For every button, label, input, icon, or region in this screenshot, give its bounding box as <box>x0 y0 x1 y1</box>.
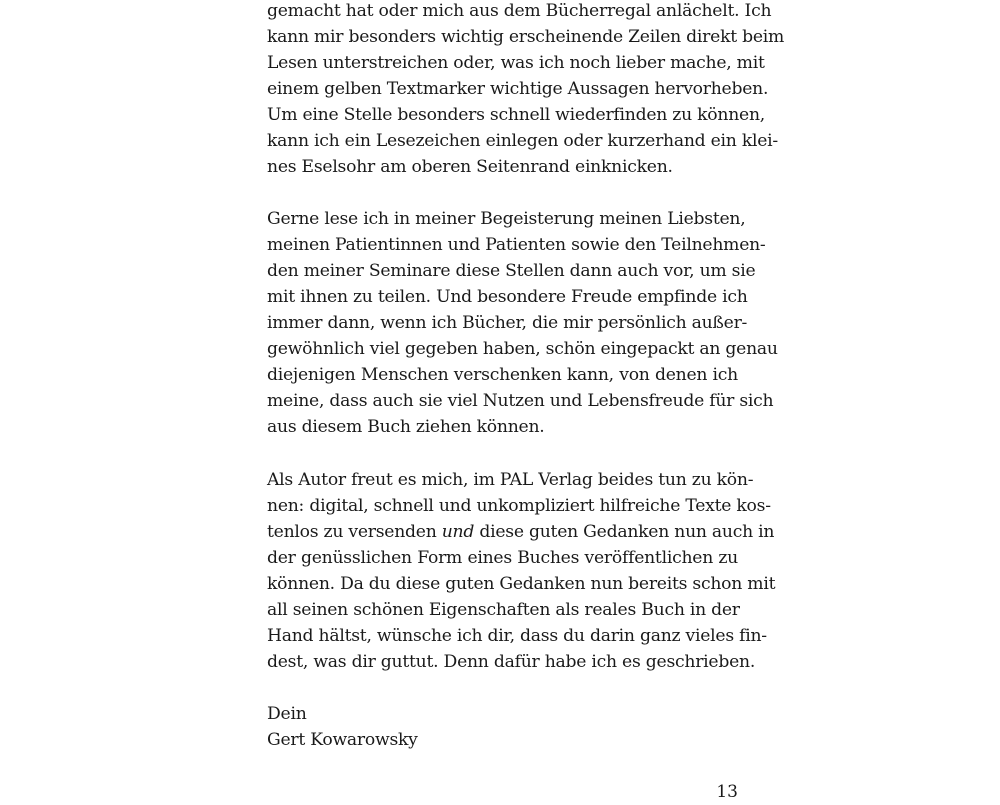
text-line: meine, dass auch sie viel Nutzen und Lebensfreude für sich <box>267 391 774 411</box>
text-segment: tenlos zu versenden <box>267 522 442 542</box>
text-segment: diese guten Gedanken nun auch in <box>474 522 775 542</box>
text-line: den meiner Seminare diese Stellen dann auch vor, um sie <box>267 261 756 281</box>
text-line: einem gelben Textmarker wichtige Aussagen hervorheben. <box>267 79 769 99</box>
text-line: dest, was dir guttut. Denn dafür habe ich es geschrieben. <box>267 652 756 672</box>
text-line: der genüsslichen Form eines Buches veröffentlichen zu <box>267 548 738 568</box>
text-line: kann ich ein Lesezeichen einlegen oder kurzerhand ein klei- <box>267 131 778 151</box>
text-line: Gerne lese ich in meiner Begeisterung meinen Liebsten, <box>267 209 746 229</box>
paragraph-3 <box>267 467 776 675</box>
text-line: Als Autor freut es mich, im PAL Verlag beides tun zu kön- <box>267 470 754 490</box>
emphasized-word: und <box>441 522 475 542</box>
text-line: meinen Patientinnen und Patienten sowie den Teilnehmen- <box>267 235 766 255</box>
text-line: immer dann, wenn ich Bücher, die mir persönlich außer- <box>267 313 748 333</box>
salutation: Dein <box>267 704 307 724</box>
author-name: Gert Kowarowsky <box>267 730 418 750</box>
text-line: gemacht hat oder mich aus dem Bücherregal anlächelt. Ich <box>267 1 772 21</box>
closing-signature <box>267 701 738 753</box>
text-line: nes Eselsohr am oberen Seitenrand einknicken. <box>267 157 673 177</box>
text-line: mit ihnen zu teilen. Und besondere Freude empfinde ich <box>267 287 748 307</box>
text-line: nen: digital, schnell und unkompliziert hilfreiche Texte kos- <box>267 496 771 516</box>
text-line: diejenigen Menschen verschenken kann, von denen ich <box>267 365 738 385</box>
text-line: kann mir besonders wichtig erscheinende Zeilen direkt beim <box>267 27 785 47</box>
text-line: aus diesem Buch ziehen können. <box>267 417 545 437</box>
text-line: Um eine Stelle besonders schnell wiederfinden zu können, <box>267 105 765 125</box>
paragraph-1 <box>267 0 785 180</box>
text-line: Lesen unterstreichen oder, was ich noch lieber mache, mit <box>267 53 765 73</box>
paragraph-2 <box>267 206 778 440</box>
text-line: gewöhnlich viel gegeben haben, schön eingepackt an genau <box>267 339 778 359</box>
text-line: all seinen schönen Eigenschaften als reales Buch in der <box>267 600 740 620</box>
page-number: 13 <box>716 782 738 802</box>
text-line: Hand hältst, wünsche ich dir, dass du darin ganz vieles fin- <box>267 626 767 646</box>
text-line: können. Da du diese guten Gedanken nun bereits schon mit <box>267 574 776 594</box>
text-line-with-emphasis <box>267 519 775 545</box>
